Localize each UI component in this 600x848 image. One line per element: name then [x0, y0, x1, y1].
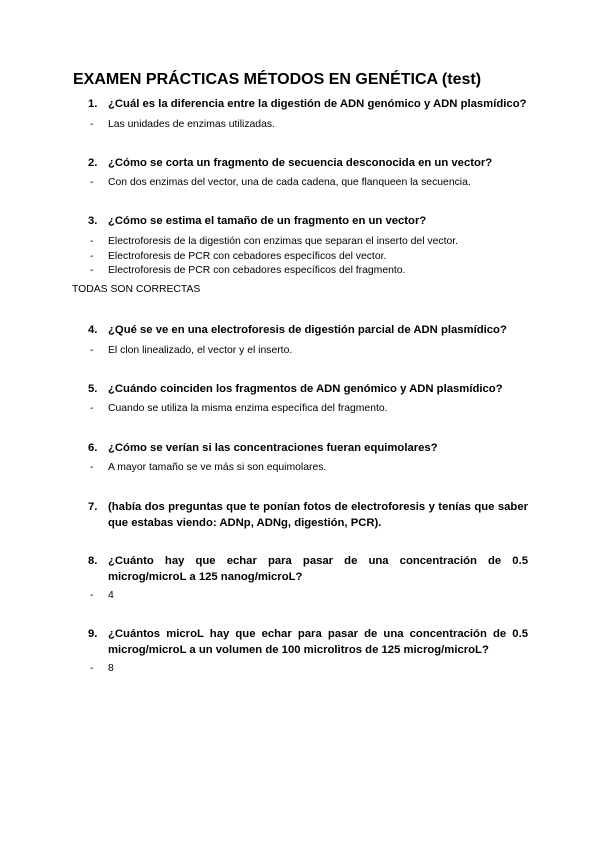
question-number: 4.	[88, 324, 98, 336]
answer-text: Las unidades de enzimas utilizadas.	[108, 119, 275, 130]
answer-3-3	[90, 264, 520, 279]
question-text: ¿Qué se ve en una electroforesis de digestión parcial de ADN plasmídico?	[108, 324, 507, 336]
question-number: 5.	[88, 383, 98, 395]
answer-9-1	[90, 662, 520, 677]
answer-8-1	[90, 589, 520, 604]
question-9	[88, 626, 528, 658]
bullet-dash: -	[90, 590, 94, 601]
answer-6-1	[90, 461, 520, 476]
bullet-dash: -	[90, 265, 94, 276]
question-text: (había dos preguntas que te ponían fotos de electroforesis y tenías que saber que estabas viendo: ADNp, ADNg, digestión, PCR).	[108, 501, 528, 529]
question-8	[88, 553, 528, 585]
question-number: 9.	[88, 628, 98, 640]
question-number: 2.	[88, 157, 98, 169]
answer-text: Cuando se utiliza la misma enzima específica del fragmento.	[108, 403, 388, 414]
question-text: ¿Cómo se estima el tamaño de un fragmento en un vector?	[108, 215, 427, 227]
bullet-dash: -	[90, 250, 94, 262]
answer-text: 8	[108, 663, 114, 674]
bullet-dash: -	[90, 119, 94, 130]
answer-text: El clon linealizado, el vector y el inserto.	[108, 345, 293, 356]
answer-5-1	[90, 402, 520, 417]
answer-1-1	[90, 118, 520, 133]
bullet-dash: -	[90, 236, 94, 247]
question-text: ¿Cuál es la diferencia entre la digestión de ADN genómico y ADN plasmídico?	[108, 98, 527, 110]
question-text: ¿Cuánto hay que echar para pasar de una concentración de 0.5 microg/microL a 125 nanog/microL?	[108, 555, 528, 583]
all-correct-note: TODAS SON CORRECTAS	[72, 284, 201, 295]
question-text: ¿Cómo se corta un fragmento de secuencia desconocida en un vector?	[108, 157, 493, 169]
question-number: 6.	[88, 442, 98, 454]
answer-text: Electroforesis de PCR con cebadores específicos del fragmento.	[108, 265, 406, 276]
bullet-dash: -	[90, 663, 94, 674]
answer-text: Con dos enzimas del vector, una de cada cadena, que flanqueen la secuencia.	[108, 177, 471, 188]
bullet-dash: -	[90, 345, 94, 356]
question-3	[88, 213, 528, 229]
answer-2-1	[90, 176, 520, 191]
page-title: EXAMEN PRÁCTICAS MÉTODOS EN GENÉTICA (test)	[73, 71, 482, 88]
question-7	[88, 499, 528, 531]
question-number: 7.	[88, 501, 98, 513]
question-2	[88, 155, 528, 171]
question-5	[88, 381, 528, 397]
answer-text: 4	[108, 590, 114, 601]
bullet-dash: -	[90, 177, 94, 188]
answer-3-2	[90, 250, 520, 265]
question-4	[88, 322, 528, 338]
answer-4-1	[90, 344, 520, 359]
question-number: 3.	[88, 215, 98, 227]
question-number: 8.	[88, 555, 98, 567]
question-number: 1.	[88, 98, 98, 110]
question-6	[88, 440, 528, 456]
question-text: ¿Cuándo coinciden los fragmentos de ADN genómico y ADN plasmídico?	[108, 383, 503, 395]
answer-text: Electroforesis de la digestión con enzimas que separan el inserto del vector.	[108, 236, 459, 247]
question-1	[88, 96, 528, 112]
question-text: ¿Cuántos microL hay que echar para pasar de una concentración de 0.5 microg/microL a un volumen de 100 microlitros de 125 microg/microL?	[108, 628, 528, 656]
answer-text: A mayor tamaño se ve más si son equimolares.	[108, 462, 327, 473]
bullet-dash: -	[90, 403, 94, 414]
answer-3-1	[90, 235, 520, 250]
bullet-dash: -	[90, 462, 94, 473]
question-text: ¿Cómo se verían si las concentraciones fueran equimolares?	[108, 442, 438, 454]
answer-text: Electroforesis de PCR con cebadores específicos del vector.	[108, 250, 387, 262]
